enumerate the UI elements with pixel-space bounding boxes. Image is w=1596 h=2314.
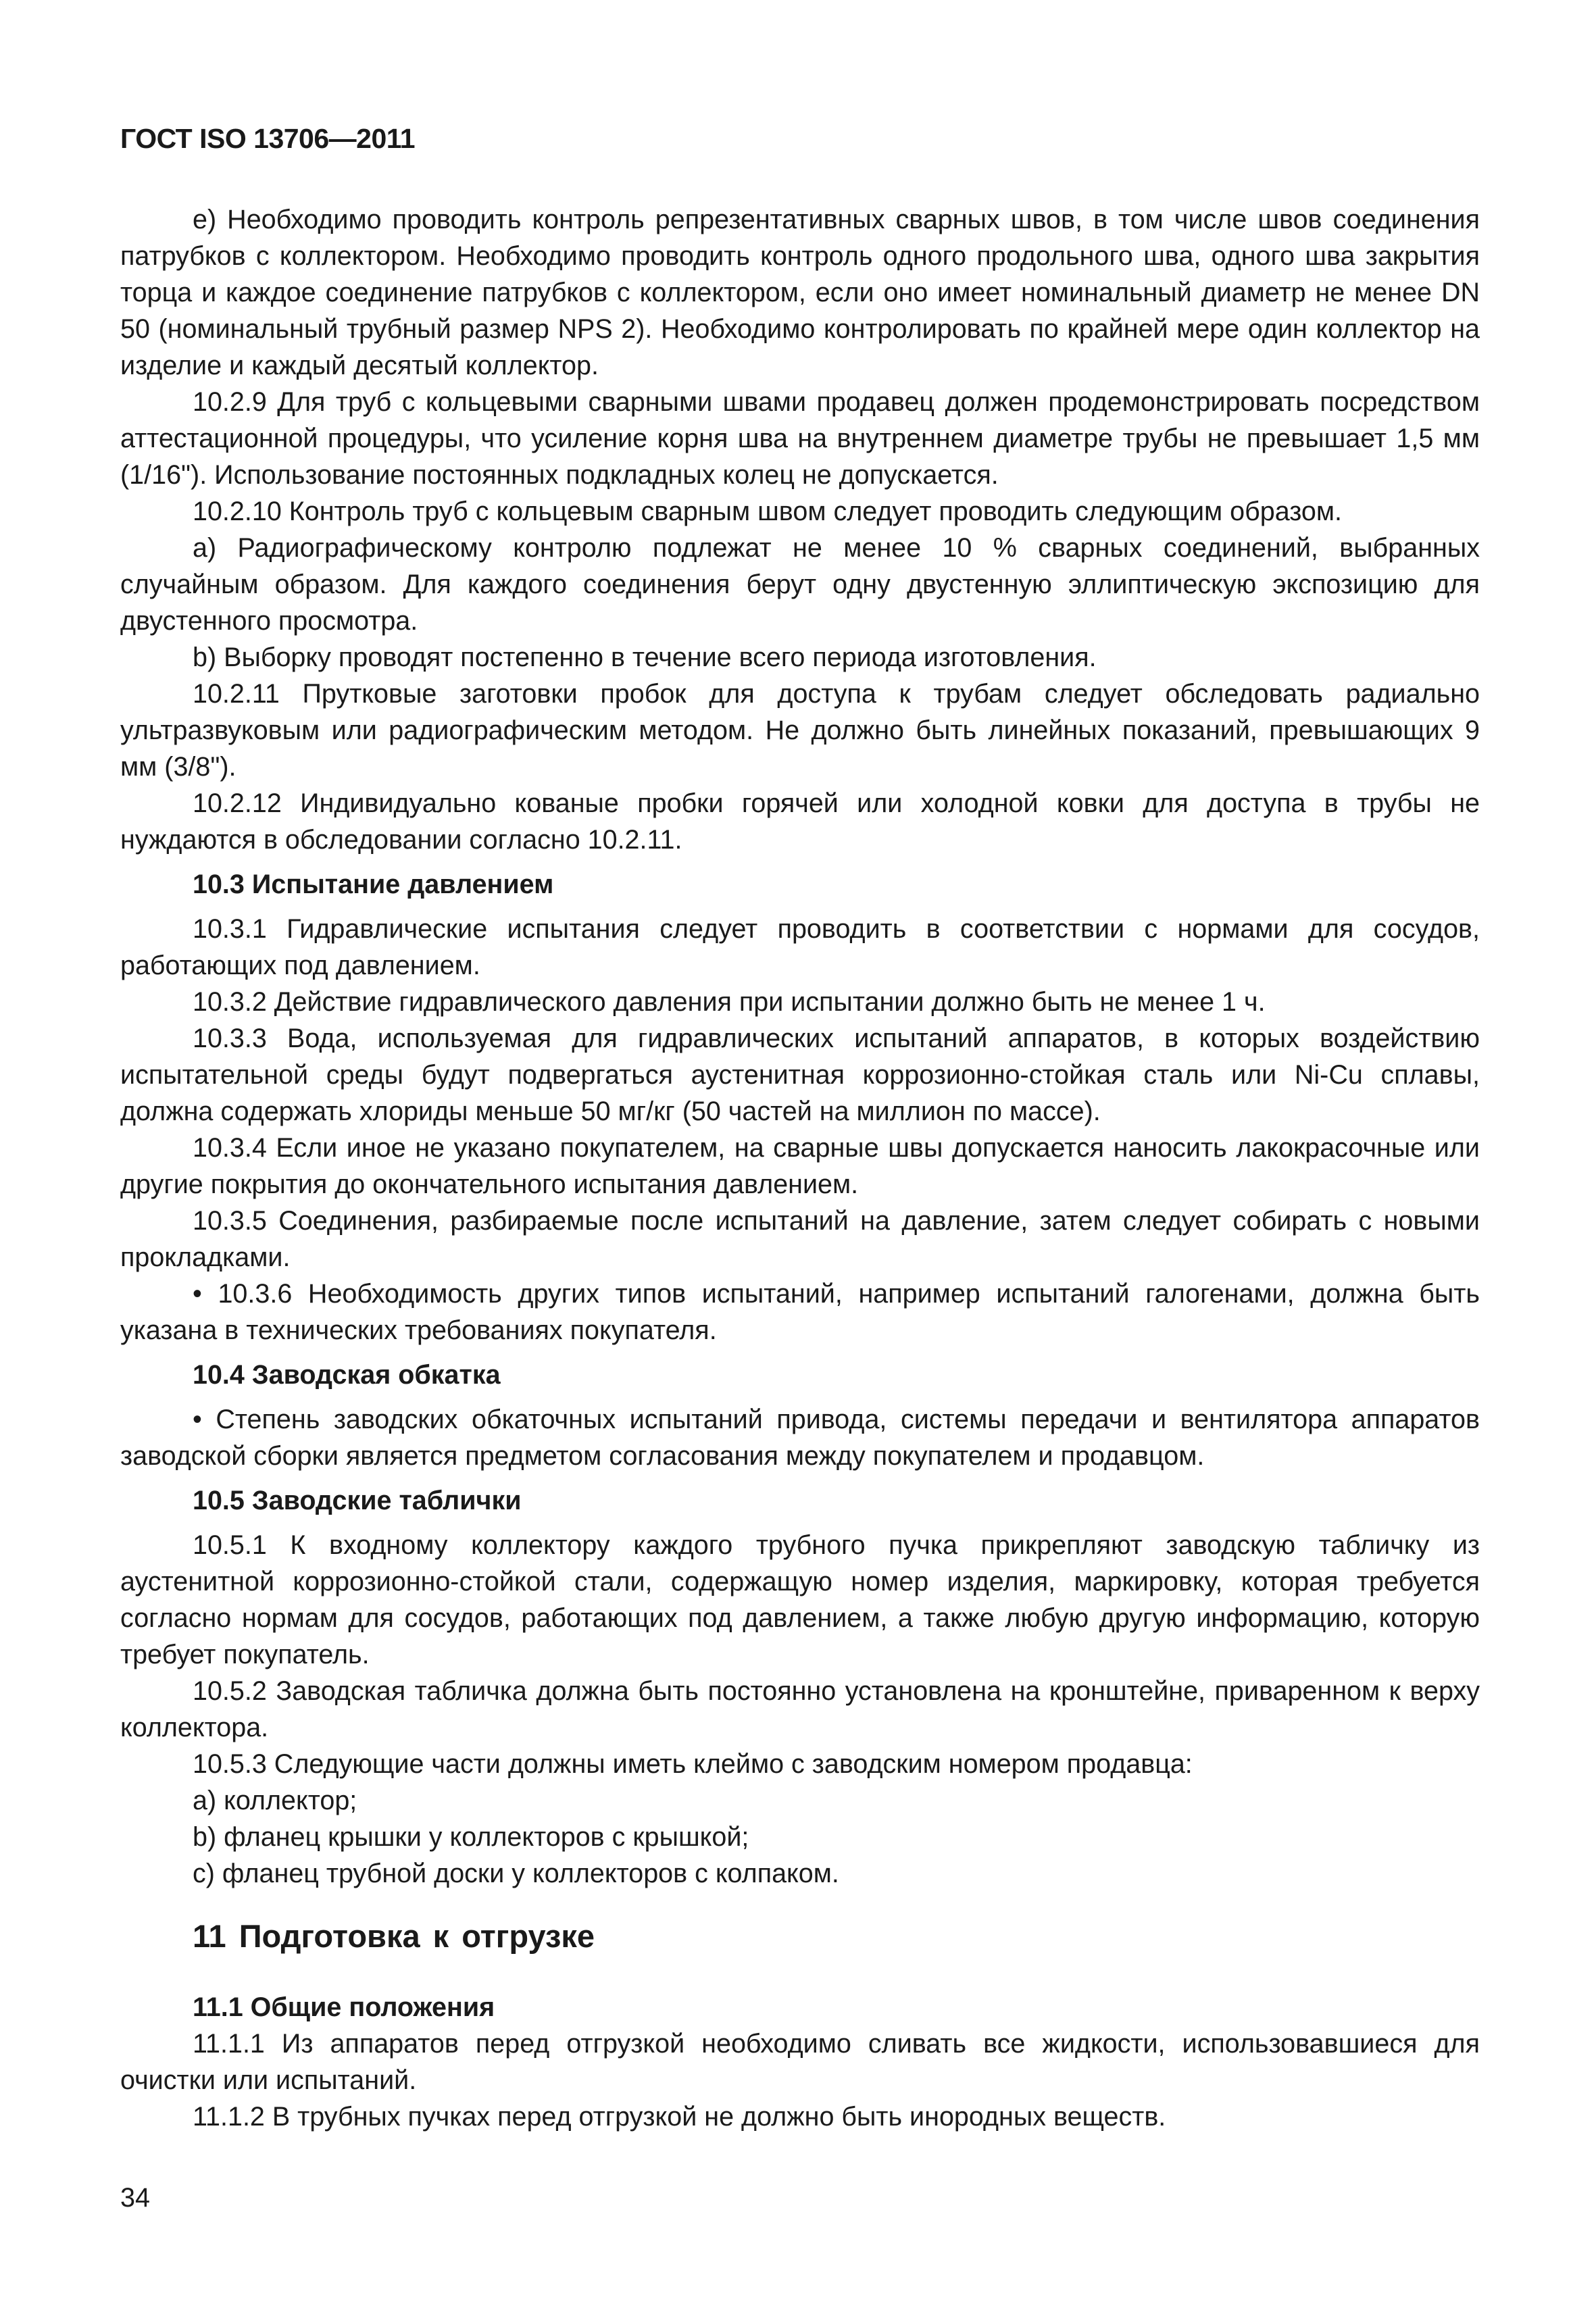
paragraph-10-2-10-b: b) Выборку проводят постепенно в течение всего периода изготовления. <box>193 643 1097 672</box>
paragraph-11-1-1: 11.1.1 Из аппаратов перед отгрузкой необходимо сливать все жидкости, использовавшиеся для очистки или испытаний. <box>120 2029 1480 2095</box>
paragraph-11-1-2: 11.1.2 В трубных пучках перед отгрузкой не должно быть инородных веществ. <box>193 2102 1166 2132</box>
paragraph-10-2-12: 10.2.12 Индивидуально кованые пробки горячей или холодной ковки для доступа в трубы не нуждаются в обследовании согласно 10.2.11. <box>120 788 1480 855</box>
paragraph-10-2-10-a: a) Радиографическому контролю подлежат не менее 10 % сварных соединений, выбранных случайным образом. Для каждого соединения берут одну двустенную эллиптическую экспозицию для двустенного просмотра. <box>120 533 1480 636</box>
paragraph-10-3-2: 10.3.2 Действие гидравлического давления при испытании должно быть не менее 1 ч. <box>193 987 1266 1017</box>
paragraph-10-3-5: 10.3.5 Соединения, разбираемые после испытаний на давление, затем следует собирать с новыми прокладками. <box>120 1206 1480 1272</box>
list-item-10-5-3-b: b) фланец крышки у коллекторов с крышкой; <box>193 1822 749 1852</box>
list-item-10-5-3-c: c) фланец трубной доски у коллекторов с колпаком. <box>193 1859 839 1888</box>
section-heading-10-5: 10.5 Заводские таблички <box>193 1486 522 1515</box>
chapter-heading-11: 11 Подготовка к отгрузке <box>193 1918 595 1954</box>
paragraph-10-3-4: 10.3.4 Если иное не указано покупателем, на сварные швы допускается наносить лакокрасочные или другие покрытия до окончательного испытания давлением. <box>120 1133 1480 1199</box>
list-item-10-5-3-a: a) коллектор; <box>193 1786 357 1815</box>
paragraph-e: e) Необходимо проводить контроль репрезентативных сварных швов, в том числе швов соединения патрубков с коллектором. Необходимо проводить контроль одного продольного шва, одного шва закрытия торца и каждое соединение патрубков с коллектором, если оно имеет номинальный диаметр не менее DN 50 (номинальный трубный размер NPS 2). Необходимо контролировать по крайней мере один коллектор на изделие и каждый десятый коллектор. <box>120 205 1480 380</box>
paragraph-10-5-3: 10.5.3 Следующие части должны иметь клеймо с заводским номером продавца: <box>193 1749 1193 1779</box>
paragraph-10-5-1: 10.5.1 К входному коллектору каждого трубного пучка прикрепляют заводскую табличку из аустенитной коррозионно-стойкой стали, содержащую номер изделия, маркировку, которая требуется согласно нормам для сосудов, работающих под давлением, а также любую другую информацию, которую требует покупатель. <box>120 1530 1480 1669</box>
section-heading-10-3: 10.3 Испытание давлением <box>193 870 554 899</box>
document-header: ГОСТ ISO 13706—2011 <box>120 123 416 154</box>
paragraph-10-3-6: • 10.3.6 Необходимость других типов испытаний, например испытаний галогенами, должна быть указана в технических требованиях покупателя. <box>120 1279 1480 1345</box>
paragraph-10-2-10: 10.2.10 Контроль труб с кольцевым сварным швом следует проводить следующим образом. <box>193 497 1343 526</box>
paragraph-10-3-3: 10.3.3 Вода, используемая для гидравлических испытаний аппаратов, в которых воздействию испытательной среды будут подвергаться аустенитная коррозионно-стойкая сталь или Ni-Cu сплавы, должна содержать хлориды меньше 50 мг/кг (50 частей на миллион по массе). <box>120 1024 1480 1126</box>
page-number: 34 <box>120 2183 150 2213</box>
paragraph-10-2-9: 10.2.9 Для труб с кольцевыми сварными швами продавец должен продемонстрировать посредством аттестационной процедуры, что усиление корня шва на внутреннем диаметре трубы не превышает 1,5 мм (1/16"). Использование постоянных подкладных колец не допускается. <box>120 387 1480 490</box>
document-body <box>120 201 1480 2135</box>
section-heading-10-4: 10.4 Заводская обкатка <box>193 1360 501 1390</box>
paragraph-10-3-1: 10.3.1 Гидравлические испытания следует проводить в соответствии с нормами для сосудов, работающих под давлением. <box>120 914 1480 980</box>
paragraph-10-4: • Степень заводских обкаточных испытаний привода, системы передачи и вентилятора аппаратов заводской сборки является предметом согласования между покупателем и продавцом. <box>120 1405 1480 1471</box>
section-heading-11-1: 11.1 Общие положения <box>193 1992 495 2022</box>
paragraph-10-5-2: 10.5.2 Заводская табличка должна быть постоянно установлена на кронштейне, приваренном к верху коллектора. <box>120 1676 1480 1742</box>
paragraph-10-2-11: 10.2.11 Прутковые заготовки пробок для доступа к трубам следует обследовать радиально ультразвуковым или радиографическим методом. Не должно быть линейных показаний, превышающих 9 мм (3/8"). <box>120 679 1480 782</box>
